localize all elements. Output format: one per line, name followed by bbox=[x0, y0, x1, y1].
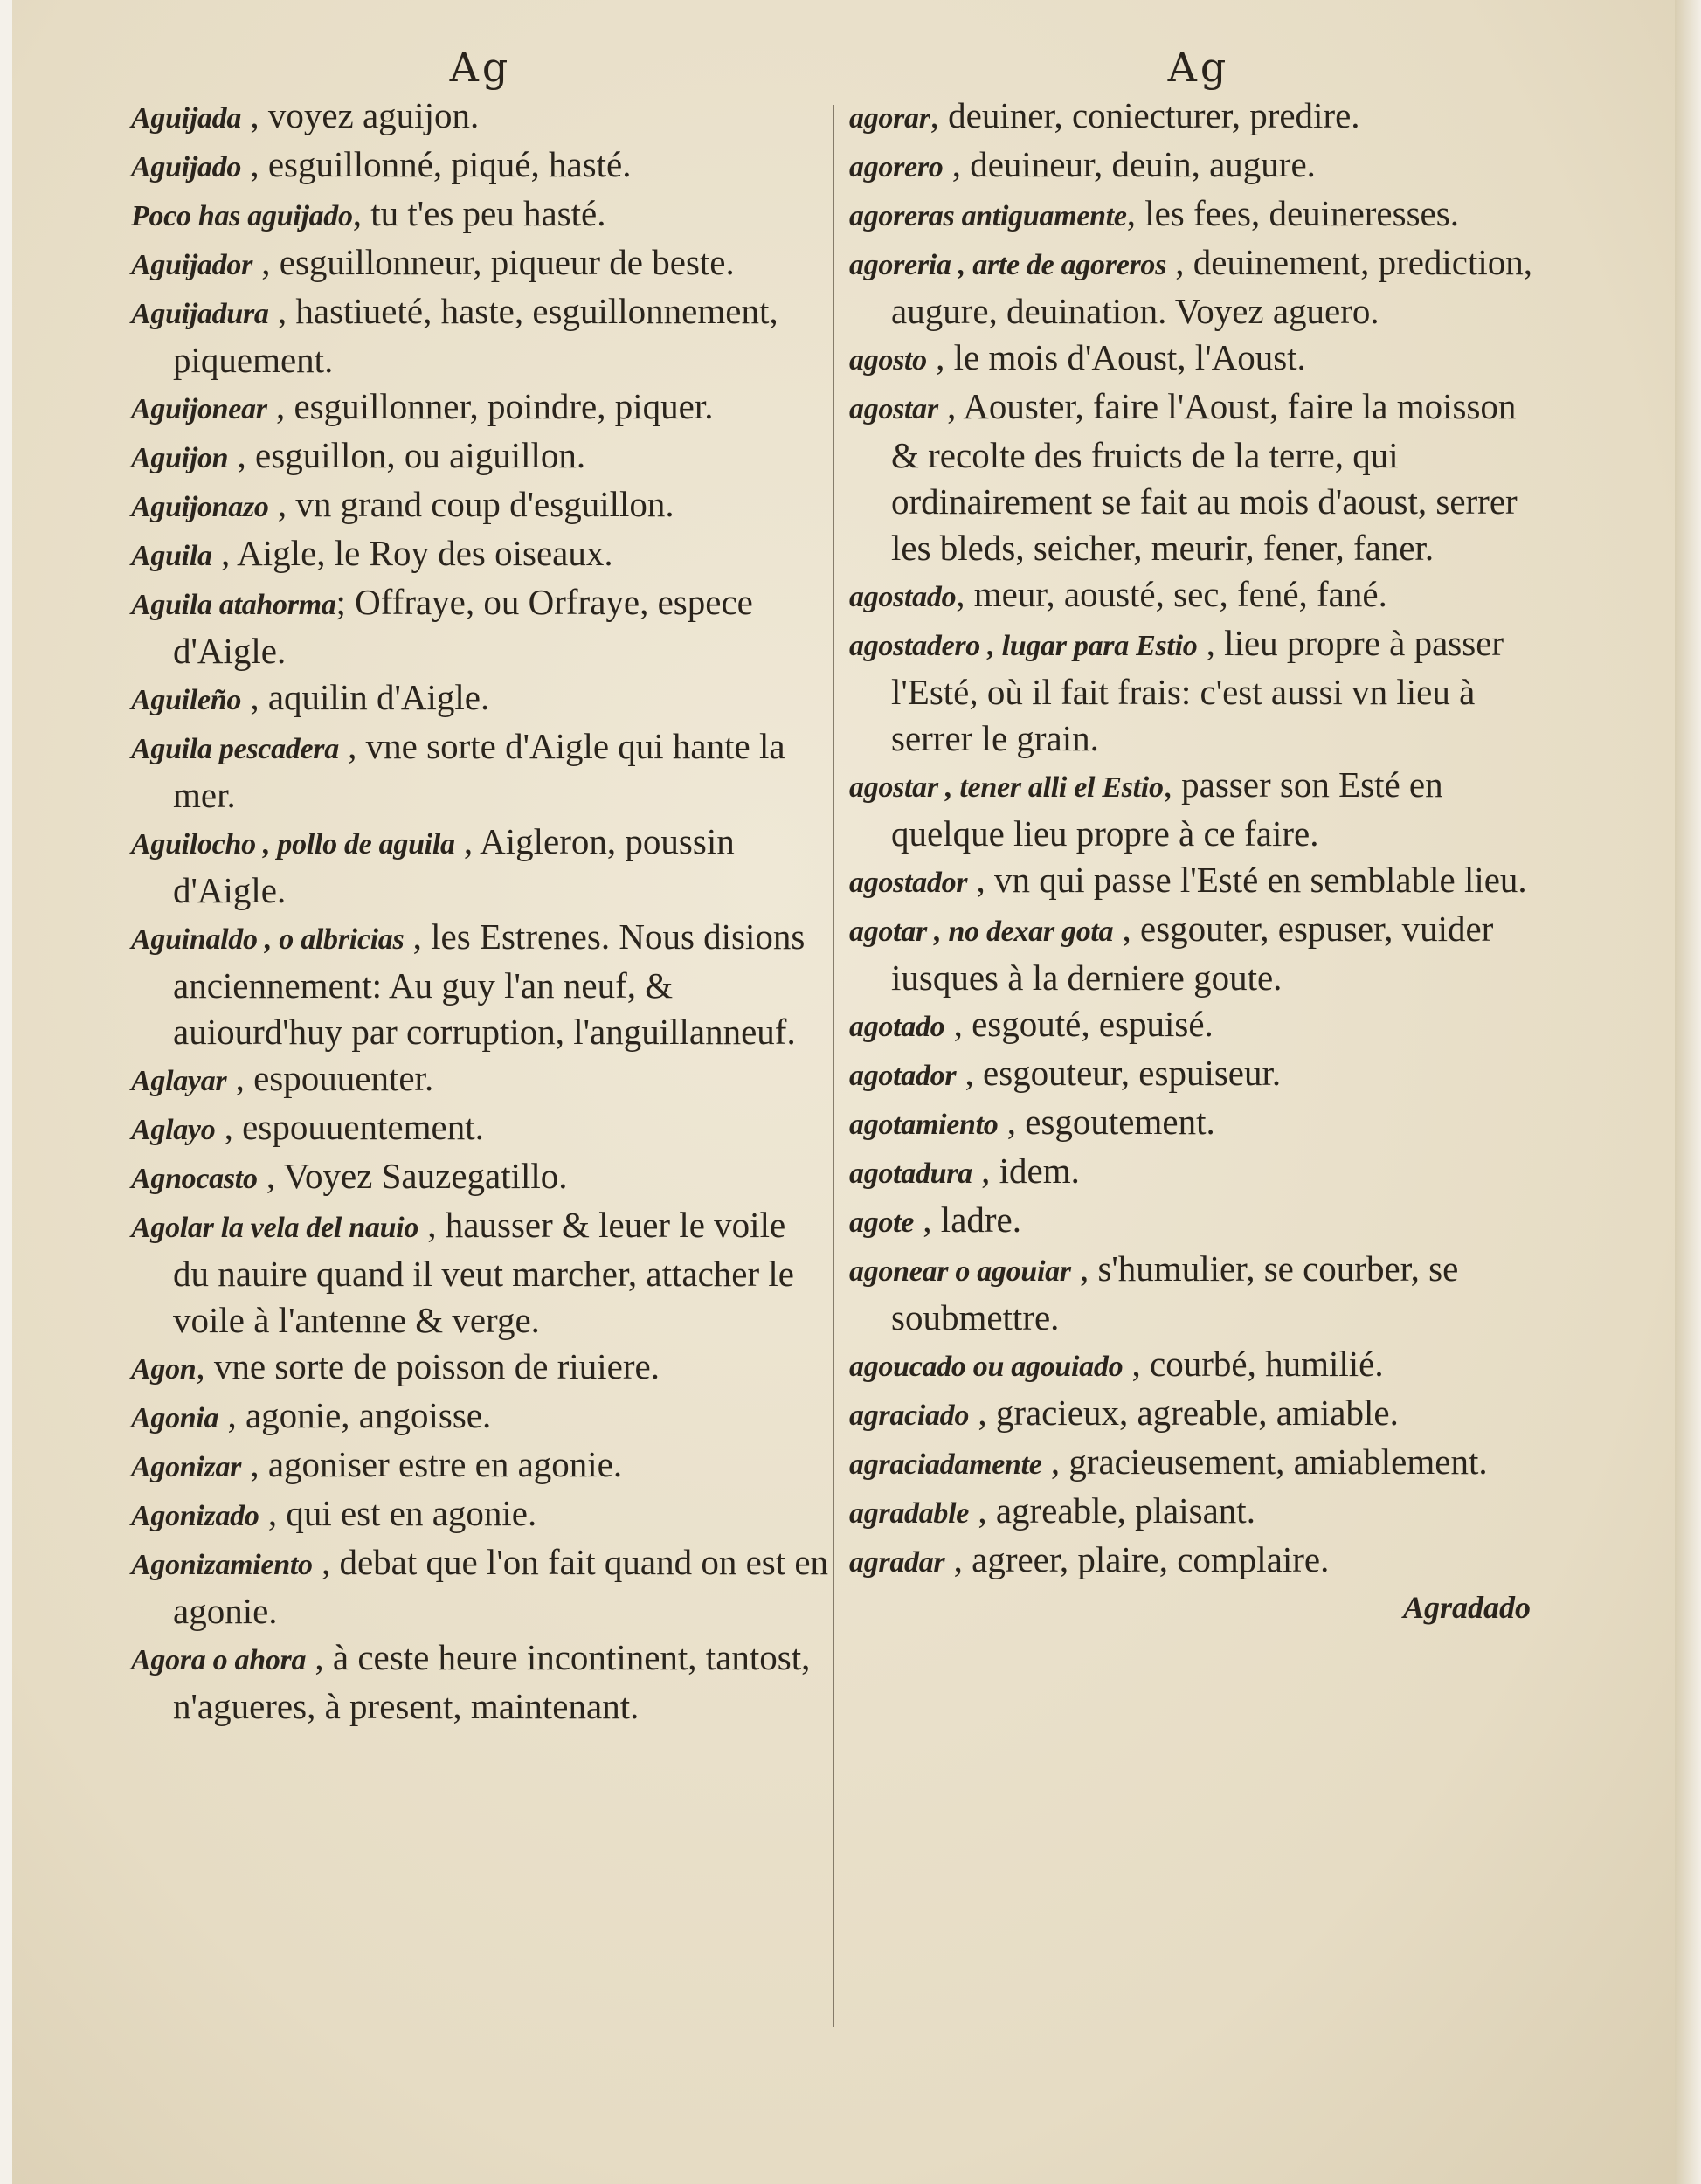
entry-definition: , deuiner, coniecturer, predire. bbox=[930, 95, 1360, 135]
left-column bbox=[131, 45, 830, 1730]
entry-headword: agote bbox=[849, 1206, 915, 1239]
entry-headword: agraciadamente bbox=[849, 1448, 1042, 1481]
entry-headword: Poco has aguijado bbox=[131, 200, 353, 232]
entry-headword: Agonizamiento bbox=[131, 1549, 313, 1581]
dictionary-entry bbox=[849, 384, 1548, 571]
entry-definition: , debat que l'on fait quand on est en agonie. bbox=[173, 1542, 829, 1631]
entry-headword: agotar , no dexar gota bbox=[849, 916, 1114, 948]
entry-definition: , agoniser estre en agonie. bbox=[241, 1444, 623, 1484]
entry-headword: Aguila bbox=[131, 540, 212, 572]
entry-headword: Agon bbox=[131, 1353, 197, 1386]
dictionary-entry bbox=[849, 1001, 1548, 1050]
left-entries bbox=[131, 93, 830, 1730]
right-running-head: Ag bbox=[1167, 44, 1230, 91]
dictionary-entry bbox=[849, 1341, 1548, 1390]
dictionary-entry bbox=[849, 1537, 1548, 1586]
entry-headword: agosto bbox=[849, 344, 927, 377]
dictionary-entry bbox=[131, 142, 830, 190]
dictionary-entry bbox=[131, 1441, 830, 1490]
entry-definition: , Aigleron, poussin d'Aigle. bbox=[173, 821, 735, 910]
dictionary-entry bbox=[849, 571, 1548, 620]
dictionary-entry bbox=[849, 1439, 1548, 1488]
entry-headword: Aglayo bbox=[131, 1114, 216, 1146]
dictionary-entry bbox=[131, 1539, 830, 1635]
entry-headword: Agora o ahora bbox=[131, 1644, 307, 1676]
entry-headword: Agolar la vela del nauio bbox=[131, 1212, 419, 1244]
entry-definition: , esgouter, espuser, vuider iusques à la derniere goute. bbox=[891, 909, 1494, 998]
dictionary-entry bbox=[131, 914, 830, 1055]
entry-definition: , le mois d'Aoust, l'Aoust. bbox=[926, 337, 1306, 377]
dictionary-entry bbox=[131, 674, 830, 723]
entry-definition: , esguillon, ou aiguillon. bbox=[228, 435, 586, 475]
entry-definition: , vn qui passe l'Esté en semblable lieu. bbox=[967, 860, 1527, 900]
dictionary-entry bbox=[131, 1104, 830, 1153]
entry-definition: , deuinement, prediction, augure, deuination. Voyez aguero. bbox=[891, 242, 1533, 331]
left-running-head: Ag bbox=[449, 44, 512, 91]
entry-headword: agorar bbox=[849, 102, 930, 135]
entry-headword: Aguila pescadera bbox=[131, 733, 339, 765]
dictionary-entry bbox=[849, 762, 1548, 857]
entry-headword: agradable bbox=[849, 1497, 970, 1530]
catchword: Agradado bbox=[1402, 1590, 1531, 1625]
entry-definition: , gracieusement, amiablement. bbox=[1041, 1441, 1488, 1482]
dictionary-entry bbox=[849, 620, 1548, 762]
entry-headword: agostador bbox=[849, 867, 968, 899]
dictionary-entry bbox=[131, 1344, 830, 1393]
dictionary-entry bbox=[849, 142, 1548, 190]
entry-headword: agotador bbox=[849, 1060, 957, 1092]
dictionary-entry bbox=[849, 1246, 1548, 1341]
entry-definition: , aquilin d'Aigle. bbox=[241, 677, 490, 717]
entry-headword: agostar , tener alli el Estio bbox=[849, 771, 1164, 804]
entry-definition: , espouuenter. bbox=[226, 1058, 434, 1098]
entry-headword: agoreria , arte de agoreros bbox=[849, 249, 1167, 281]
dictionary-entry bbox=[849, 1099, 1548, 1148]
entry-headword: agostadero , lugar para Estio bbox=[849, 630, 1198, 662]
entry-definition: , tu t'es peu hasté. bbox=[352, 193, 606, 233]
entry-headword: agradar bbox=[849, 1546, 945, 1579]
dictionary-entry bbox=[131, 1055, 830, 1104]
entry-definition: , voyez aguijon. bbox=[241, 95, 480, 135]
entry-definition: , agreer, plaire, complaire. bbox=[944, 1539, 1330, 1579]
entry-definition: , s'humulier, se courber, se soubmettre. bbox=[891, 1248, 1459, 1337]
entry-headword: agoreras antiguamente bbox=[849, 200, 1127, 232]
entry-headword: Aguijador bbox=[131, 249, 253, 281]
entry-definition: , idem. bbox=[972, 1151, 1080, 1191]
entry-definition: , vne sorte d'Aigle qui hante la mer. bbox=[173, 726, 785, 815]
entry-headword: agonear o agouiar bbox=[849, 1255, 1071, 1288]
entry-definition: , Voyez Sauzegatillo. bbox=[257, 1156, 568, 1196]
dictionary-entry bbox=[849, 1488, 1548, 1537]
entry-definition: , hausser & leuer le voile du nauire quand il veut marcher, attacher le voile à l'antenne & verge. bbox=[173, 1205, 794, 1340]
dictionary-entry bbox=[131, 384, 830, 432]
entry-definition: , agreable, plaisant. bbox=[969, 1490, 1255, 1531]
entry-headword: Aguijonear bbox=[131, 393, 267, 425]
entry-definition: , vn grand coup d'esguillon. bbox=[268, 484, 674, 524]
dictionary-entry bbox=[131, 579, 830, 674]
entry-definition: , espouuentement. bbox=[215, 1107, 484, 1147]
entry-definition: , qui est en agonie. bbox=[259, 1493, 537, 1533]
entry-headword: agostar bbox=[849, 393, 938, 425]
entry-headword: Aguinaldo , o albricias bbox=[131, 923, 405, 956]
entry-definition: , esgouteur, espuiseur. bbox=[956, 1053, 1282, 1093]
entry-headword: Aguijonazo bbox=[131, 491, 269, 523]
entry-definition: , Aigle, le Roy des oiseaux. bbox=[211, 533, 613, 573]
right-entries bbox=[849, 93, 1548, 1586]
entry-definition: ; Offraye, ou Orfraye, espece d'Aigle. bbox=[173, 582, 753, 671]
page-edge-left bbox=[0, 0, 12, 2184]
entry-definition: , hastiueté, haste, esguillonnement, piquement. bbox=[173, 291, 778, 380]
entry-definition: , esgoutement. bbox=[998, 1102, 1215, 1142]
entry-definition: , lieu propre à passer l'Esté, où il fait frais: c'est aussi vn lieu à serrer le grain. bbox=[891, 623, 1504, 758]
entry-definition: , les fees, deuineresses. bbox=[1126, 193, 1459, 233]
entry-headword: agraciado bbox=[849, 1400, 970, 1432]
entry-headword: Aguileño bbox=[131, 684, 242, 716]
entry-definition: , esgouté, espuisé. bbox=[944, 1004, 1214, 1044]
entry-headword: Agnocasto bbox=[131, 1163, 258, 1195]
right-column bbox=[849, 45, 1548, 1629]
dictionary-entry bbox=[849, 239, 1548, 335]
dictionary-entry bbox=[849, 857, 1548, 906]
dictionary-entry bbox=[131, 190, 830, 239]
entry-definition: , courbé, humilié. bbox=[1123, 1344, 1384, 1384]
dictionary-entry bbox=[849, 335, 1548, 384]
page-edge-right bbox=[1675, 0, 1701, 2184]
entry-headword: Aguila atahorma bbox=[131, 589, 336, 621]
entry-headword: agotamiento bbox=[849, 1109, 999, 1141]
dictionary-entry bbox=[131, 288, 830, 384]
entry-headword: Aguijada bbox=[131, 102, 242, 135]
entry-definition: , esguillonné, piqué, hasté. bbox=[241, 144, 632, 184]
dictionary-entry bbox=[849, 906, 1548, 1001]
dictionary-entry bbox=[849, 190, 1548, 239]
entry-headword: agotado bbox=[849, 1011, 945, 1043]
dictionary-entry bbox=[131, 1635, 830, 1730]
dictionary-entry bbox=[849, 1050, 1548, 1099]
entry-definition: , ladre. bbox=[914, 1199, 1021, 1240]
dictionary-entry bbox=[131, 1393, 830, 1441]
dictionary-entry bbox=[131, 530, 830, 579]
dictionary-entry bbox=[131, 239, 830, 288]
entry-definition: , les Estrenes. Nous disions anciennement: Au guy l'an neuf, & auiourd'huy par corruption, l'anguillanneuf. bbox=[173, 916, 806, 1052]
dictionary-entry bbox=[131, 1202, 830, 1344]
dictionary-entry bbox=[849, 1197, 1548, 1246]
entry-headword: Aglayar bbox=[131, 1065, 227, 1097]
entry-headword: Aguijon bbox=[131, 442, 229, 474]
dictionary-entry bbox=[131, 432, 830, 481]
entry-definition: , passer son Esté en quelque lieu propre à ce faire. bbox=[891, 764, 1443, 854]
entry-headword: Agonizar bbox=[131, 1451, 242, 1483]
entry-headword: agorero bbox=[849, 151, 944, 183]
entry-headword: Aguilocho , pollo de aguila bbox=[131, 828, 455, 860]
entry-headword: agotadura bbox=[849, 1158, 972, 1190]
dictionary-entry bbox=[131, 723, 830, 819]
entry-headword: Aguijado bbox=[131, 151, 242, 183]
column-rule bbox=[833, 105, 834, 2027]
entry-definition: , Aouster, faire l'Aoust, faire la moisson & recolte des fruicts de la terre, qui ordinairement se fait au mois d'aoust, serrer les bleds, seicher, meurir, fener, faner. bbox=[891, 386, 1518, 568]
entry-headword: Agonia bbox=[131, 1402, 219, 1434]
dictionary-entry bbox=[131, 819, 830, 914]
dictionary-entry bbox=[849, 1148, 1548, 1197]
entry-definition: , vne sorte de poisson de riuiere. bbox=[196, 1346, 660, 1386]
entry-definition: , gracieux, agreable, amiable. bbox=[969, 1393, 1399, 1433]
dictionary-entry bbox=[131, 1490, 830, 1539]
entry-definition: , esguillonneur, piqueur de beste. bbox=[252, 242, 735, 282]
entry-definition: , à ceste heure incontinent, tantost, n'agueres, à present, maintenant. bbox=[173, 1637, 811, 1726]
entry-definition: , meur, aousté, sec, fené, fané. bbox=[956, 574, 1387, 614]
entry-definition: , agonie, angoisse. bbox=[218, 1395, 492, 1435]
dictionary-entry bbox=[131, 93, 830, 142]
entry-definition: , esguillonner, poindre, piquer. bbox=[266, 386, 714, 426]
dictionary-entry bbox=[849, 1390, 1548, 1439]
dictionary-entry bbox=[849, 93, 1548, 142]
entry-headword: agoucado ou agouiado bbox=[849, 1351, 1124, 1383]
entry-headword: agostado bbox=[849, 581, 957, 613]
entry-headword: Agonizado bbox=[131, 1500, 259, 1532]
dictionary-entry bbox=[131, 481, 830, 530]
entry-headword: Aguijadura bbox=[131, 298, 269, 330]
dictionary-entry bbox=[131, 1153, 830, 1202]
entry-definition: , deuineur, deuin, augure. bbox=[943, 144, 1316, 184]
